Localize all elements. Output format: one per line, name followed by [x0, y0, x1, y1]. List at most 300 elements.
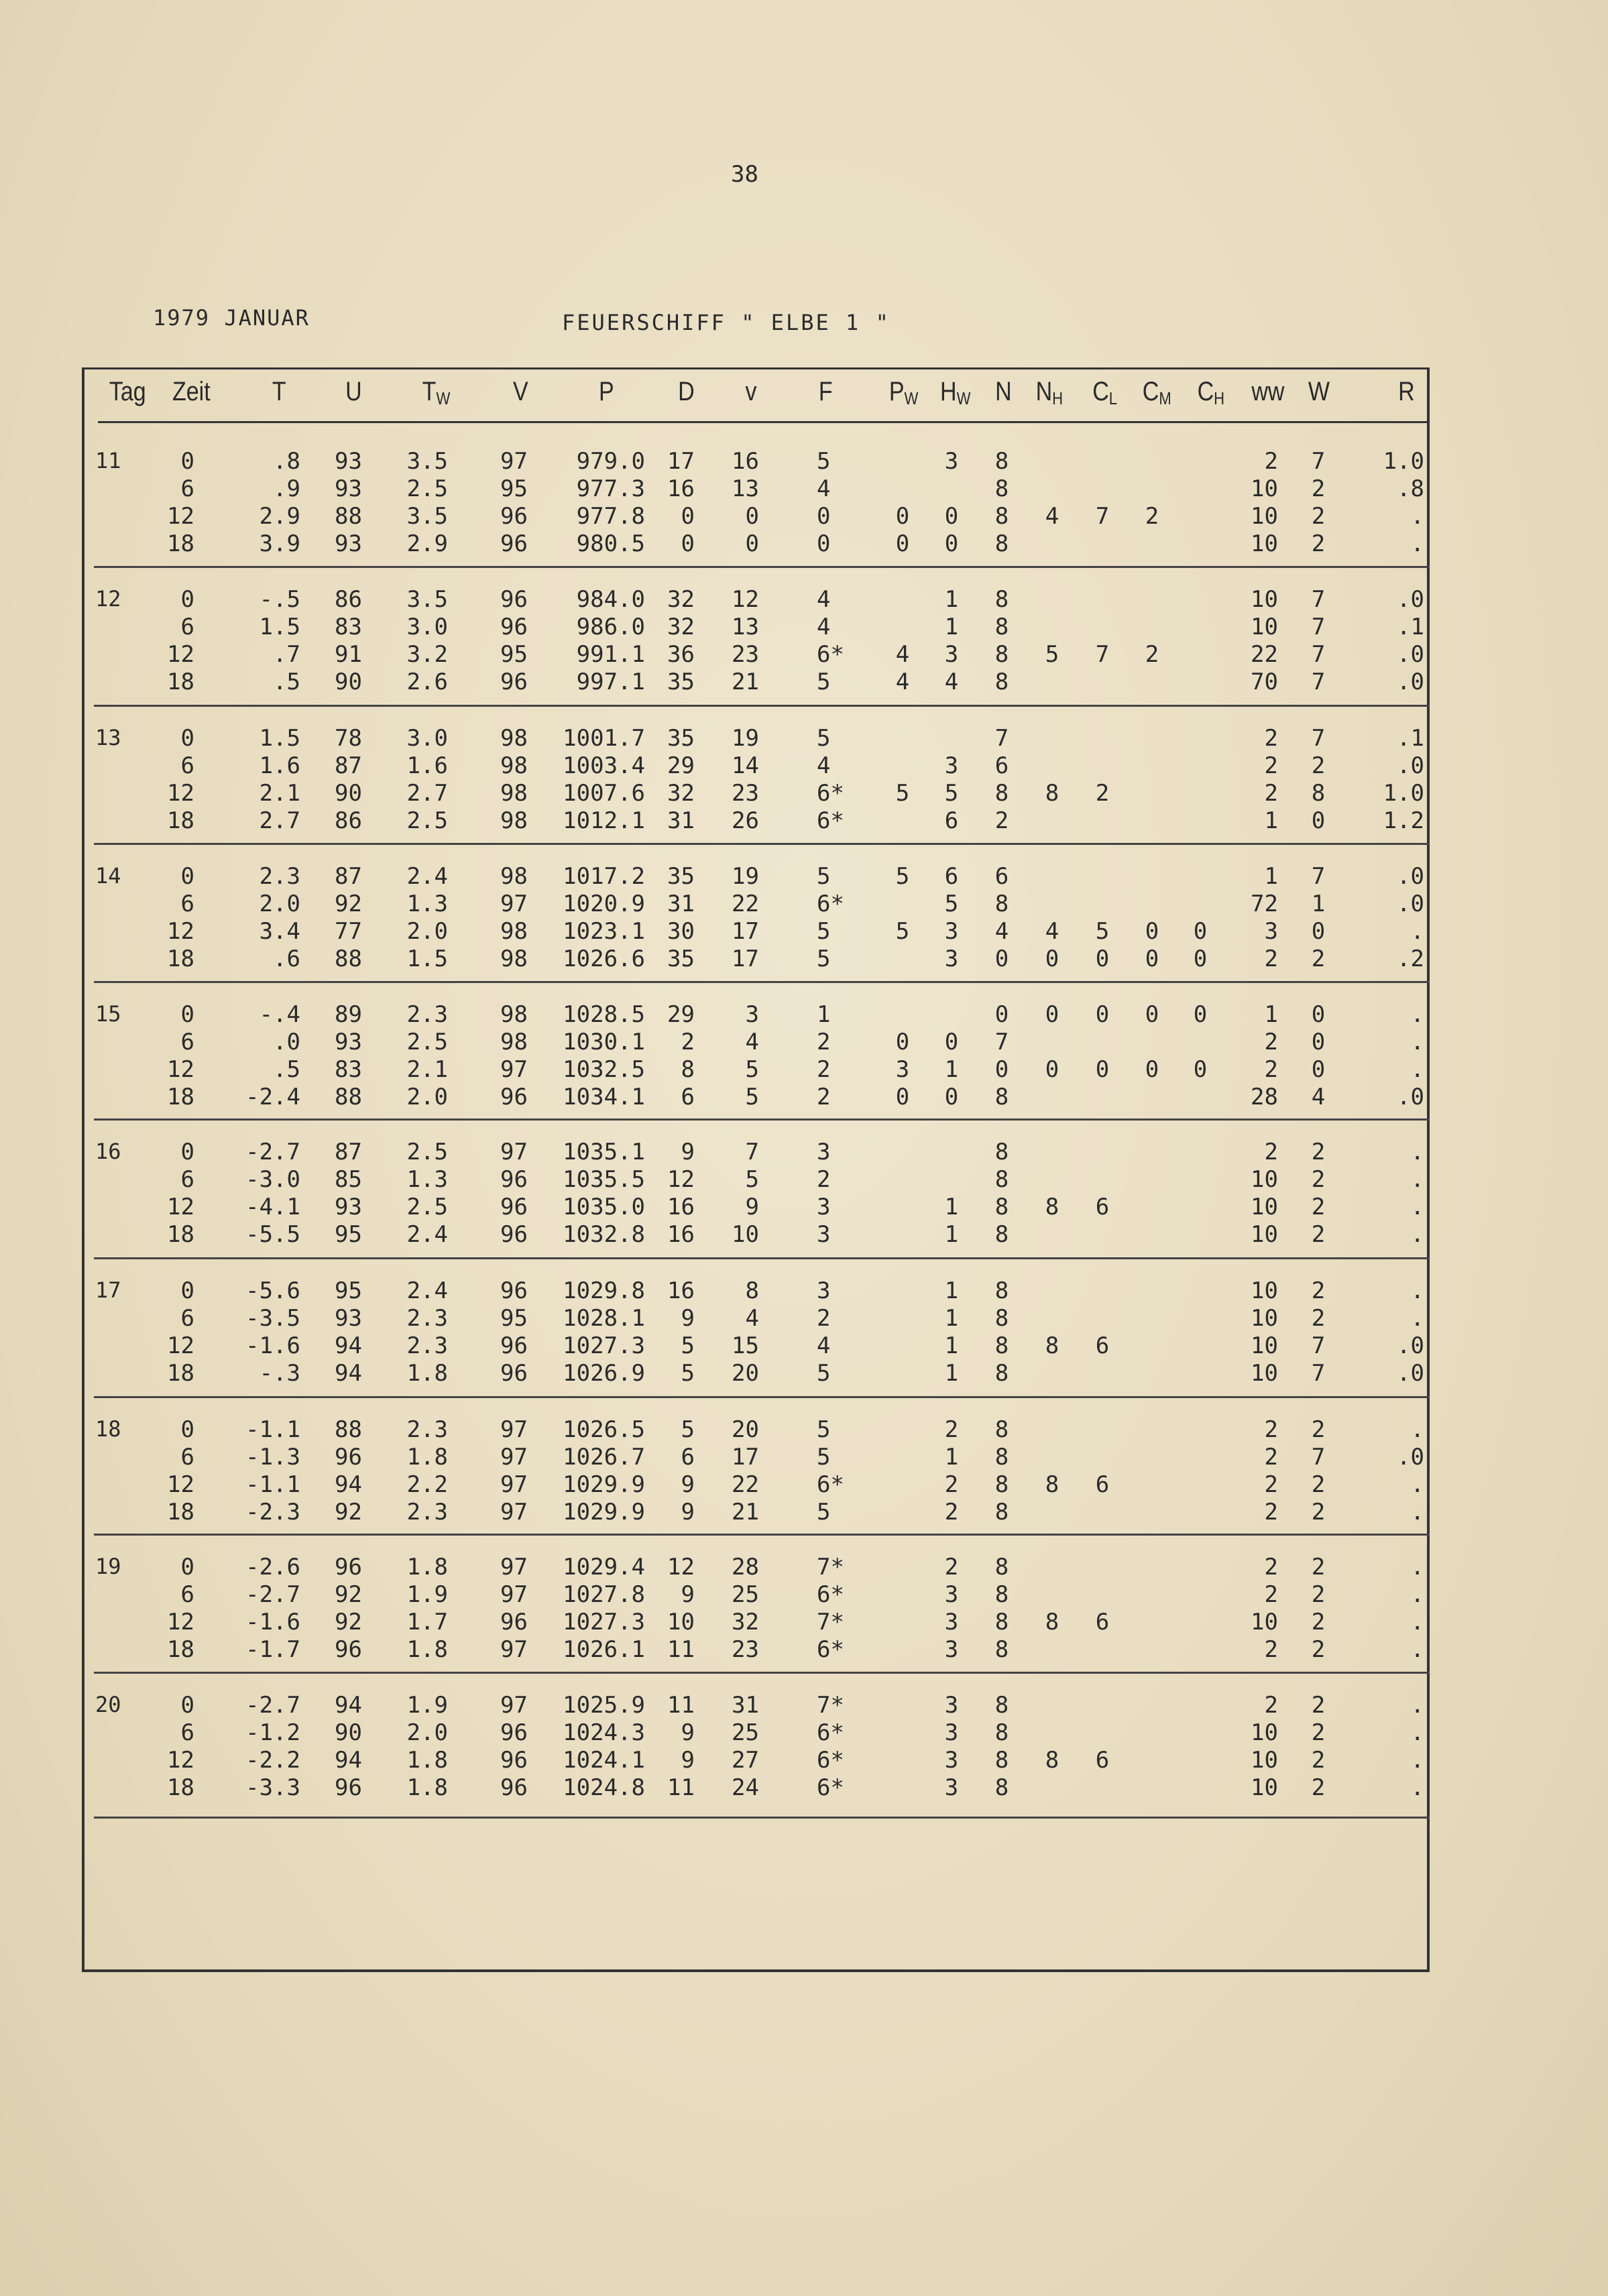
- cell-ww: 2: [1264, 1581, 1278, 1608]
- cell-ww: 3: [1264, 918, 1278, 945]
- cell-n: 8: [994, 1636, 1009, 1663]
- cell-d: 35: [667, 863, 695, 890]
- col-head-tw: $T_W$: [422, 377, 451, 408]
- cell-v: 97: [500, 1139, 528, 1165]
- cell-w: 4: [1311, 1084, 1326, 1110]
- cell-p: 984.0: [576, 586, 645, 613]
- cell-vv: 14: [732, 752, 759, 779]
- cell-zeit: 6: [180, 1166, 194, 1193]
- cell-vv: 5: [745, 1084, 759, 1110]
- cell-cm: 0: [1145, 945, 1159, 972]
- cell-tw: 1.8: [406, 1774, 448, 1801]
- cell-zeit: 6: [180, 1719, 194, 1746]
- cell-tw: 3.0: [406, 725, 448, 752]
- cell-u: 87: [335, 1139, 362, 1165]
- cell-u: 93: [335, 1029, 362, 1055]
- cell-t: -1.2: [245, 1719, 300, 1746]
- cell-zeit: 12: [167, 1609, 194, 1635]
- cell-vv: 31: [732, 1692, 759, 1719]
- cell-v: 96: [500, 1166, 528, 1193]
- cell-d: 9: [681, 1719, 695, 1746]
- cell-p: 1034.1: [563, 1084, 645, 1110]
- cell-d: 31: [667, 891, 695, 917]
- cell-p: 1026.1: [563, 1636, 645, 1663]
- cell-t: -2.7: [245, 1581, 300, 1608]
- col-head-zeit: Zeit: [172, 377, 211, 406]
- cell-t: -2.2: [245, 1747, 300, 1774]
- col-head-n: N: [995, 377, 1012, 406]
- cell-r: .0: [1397, 863, 1424, 890]
- cell-r: .0: [1397, 891, 1424, 917]
- cell-d: 5: [681, 1416, 695, 1443]
- cell-n: 8: [994, 1416, 1009, 1443]
- cell-p: 1026.5: [563, 1416, 645, 1443]
- cell-v: 97: [500, 1636, 528, 1663]
- cell-nh: 8: [1045, 1609, 1059, 1635]
- cell-tw: 2.1: [406, 1056, 448, 1083]
- cell-u: 94: [335, 1747, 362, 1774]
- cell-w: 2: [1311, 1719, 1326, 1746]
- cell-ww: 10: [1251, 503, 1278, 530]
- cell-cl: 0: [1095, 1056, 1110, 1083]
- cell-hw: 1: [944, 1332, 959, 1359]
- cell-r: .: [1410, 1277, 1424, 1304]
- col-head-d: D: [678, 377, 695, 406]
- cell-p: 1023.1: [563, 918, 645, 945]
- cell-n: 8: [994, 1277, 1009, 1304]
- cell-d: 6: [681, 1084, 695, 1110]
- cell-vv: 24: [732, 1774, 759, 1801]
- cell-nh: 8: [1045, 1747, 1059, 1774]
- cell-v: 97: [500, 1499, 528, 1526]
- cell-vv: 32: [732, 1609, 759, 1635]
- cell-tw: 2.5: [406, 475, 448, 502]
- cell-zeit: 18: [167, 669, 194, 695]
- cell-hw: 1: [944, 1305, 959, 1332]
- cell-v: 97: [500, 448, 528, 475]
- cell-r: .1: [1397, 614, 1424, 640]
- cell-r: .: [1410, 918, 1424, 945]
- cell-ww: 10: [1251, 1221, 1278, 1248]
- day-label: 20: [95, 1692, 121, 1717]
- cell-vv: 20: [732, 1416, 759, 1443]
- cell-f: 2: [817, 1084, 831, 1110]
- cell-vv: 22: [732, 891, 759, 917]
- cell-p: 1020.9: [563, 891, 645, 917]
- cell-vv: 17: [732, 945, 759, 972]
- cell-r: .0: [1397, 1444, 1424, 1471]
- cell-d: 32: [667, 586, 695, 613]
- cell-p: 1026.9: [563, 1360, 645, 1387]
- cell-tw: 1.7: [406, 1609, 448, 1635]
- cell-u: 85: [335, 1166, 362, 1193]
- cell-n: 8: [994, 1471, 1009, 1498]
- cell-n: 8: [994, 1581, 1009, 1608]
- cell-tw: 2.3: [406, 1499, 448, 1526]
- cell-f: 4: [817, 1332, 831, 1359]
- cell-t: .8: [273, 448, 300, 475]
- cell-r: .: [1410, 1194, 1424, 1220]
- cell-ww: 10: [1251, 1194, 1278, 1220]
- cell-pw: 5: [895, 863, 910, 890]
- col-head-r: R: [1398, 377, 1415, 406]
- cell-tw: 1.6: [406, 752, 448, 779]
- cell-tw: 2.6: [406, 669, 448, 695]
- cell-hw: 3: [944, 752, 959, 779]
- cell-ww: 28: [1251, 1084, 1278, 1110]
- cell-w: 2: [1311, 752, 1326, 779]
- cell-ww: 2: [1264, 448, 1278, 475]
- cell-ch: 0: [1193, 1056, 1208, 1083]
- cell-ww: 1: [1264, 807, 1278, 834]
- cell-n: 8: [994, 614, 1009, 640]
- cell-u: 87: [335, 863, 362, 890]
- col-head-tag: Tag: [109, 377, 146, 406]
- cell-vv: 3: [745, 1001, 759, 1028]
- day-label: 19: [95, 1554, 121, 1579]
- cell-p: 1035.5: [563, 1166, 645, 1193]
- cell-n: 7: [994, 1029, 1009, 1055]
- cell-d: 32: [667, 780, 695, 807]
- cell-t: 3.4: [259, 918, 300, 945]
- cell-p: 1026.6: [563, 945, 645, 972]
- cell-tw: 2.4: [406, 863, 448, 890]
- cell-d: 9: [681, 1499, 695, 1526]
- cell-p: 980.5: [576, 530, 645, 557]
- cell-hw: 2: [944, 1471, 959, 1498]
- cell-n: 8: [994, 1332, 1009, 1359]
- cell-n: 8: [994, 1774, 1009, 1801]
- cell-n: 8: [994, 669, 1009, 695]
- cell-cl: 7: [1095, 641, 1110, 668]
- cell-p: 1029.4: [563, 1554, 645, 1581]
- cell-n: 8: [994, 586, 1009, 613]
- cell-w: 1: [1311, 891, 1326, 917]
- cell-v: 97: [500, 1416, 528, 1443]
- cell-w: 7: [1311, 641, 1326, 668]
- cell-cl: 6: [1095, 1471, 1110, 1498]
- cell-t: -1.7: [245, 1636, 300, 1663]
- cell-n: 8: [994, 1444, 1009, 1471]
- cell-w: 0: [1311, 1056, 1326, 1083]
- cell-hw: 1: [944, 1360, 959, 1387]
- cell-n: 8: [994, 448, 1009, 475]
- cell-p: 1024.3: [563, 1719, 645, 1746]
- cell-f: 6*: [817, 780, 844, 807]
- col-head-v: V: [513, 377, 528, 406]
- cell-zeit: 12: [167, 780, 194, 807]
- header-ship-name: FEUERSCHIFF " ELBE 1 ": [562, 310, 891, 335]
- cell-pw: 5: [895, 918, 910, 945]
- cell-w: 2: [1311, 1277, 1326, 1304]
- cell-hw: 1: [944, 614, 959, 640]
- cell-tw: 1.9: [406, 1692, 448, 1719]
- cell-u: 96: [335, 1444, 362, 1471]
- cell-r: .: [1410, 530, 1424, 557]
- cell-w: 7: [1311, 725, 1326, 752]
- cell-f: 6*: [817, 1747, 844, 1774]
- day-label: 17: [95, 1277, 121, 1303]
- cell-f: 5: [817, 1444, 831, 1471]
- cell-cl: 6: [1095, 1194, 1110, 1220]
- cell-v: 97: [500, 1554, 528, 1581]
- cell-n: 8: [994, 641, 1009, 668]
- cell-w: 2: [1311, 503, 1326, 530]
- cell-u: 94: [335, 1332, 362, 1359]
- cell-t: 3.9: [259, 530, 300, 557]
- col-head-vv: v: [745, 377, 757, 406]
- cell-n: 8: [994, 1084, 1009, 1110]
- col-head-nh: $N_H$: [1035, 377, 1064, 408]
- cell-v: 96: [500, 1609, 528, 1635]
- cell-tw: 2.0: [406, 1084, 448, 1110]
- cell-d: 31: [667, 807, 695, 834]
- cell-u: 78: [335, 725, 362, 752]
- cell-nh: 8: [1045, 780, 1059, 807]
- day-divider: [94, 566, 1430, 568]
- cell-vv: 13: [732, 614, 759, 640]
- cell-d: 0: [681, 503, 695, 530]
- cell-u: 88: [335, 1084, 362, 1110]
- cell-hw: 1: [944, 1221, 959, 1248]
- cell-tw: 2.3: [406, 1332, 448, 1359]
- cell-hw: 3: [944, 1774, 959, 1801]
- cell-f: 2: [817, 1029, 831, 1055]
- cell-t: -2.7: [245, 1139, 300, 1165]
- cell-hw: 0: [944, 1084, 959, 1110]
- cell-ww: 10: [1251, 1332, 1278, 1359]
- day-divider: [94, 1672, 1430, 1674]
- cell-zeit: 18: [167, 1636, 194, 1663]
- cell-n: 4: [994, 918, 1009, 945]
- cell-ww: 10: [1251, 475, 1278, 502]
- cell-tw: 2.0: [406, 918, 448, 945]
- cell-ww: 10: [1251, 1747, 1278, 1774]
- cell-v: 98: [500, 780, 528, 807]
- cell-ww: 2: [1264, 752, 1278, 779]
- cell-u: 90: [335, 1719, 362, 1746]
- cell-d: 16: [667, 1277, 695, 1304]
- cell-hw: 5: [944, 780, 959, 807]
- page-number: 38: [731, 161, 758, 188]
- cell-v: 96: [500, 614, 528, 640]
- cell-vv: 10: [732, 1221, 759, 1248]
- cell-w: 7: [1311, 863, 1326, 890]
- cell-vv: 17: [732, 918, 759, 945]
- cell-r: .: [1410, 1029, 1424, 1055]
- cell-r: .: [1410, 1774, 1424, 1801]
- cell-r: 1.0: [1383, 448, 1424, 475]
- cell-tw: 3.5: [406, 503, 448, 530]
- cell-v: 96: [500, 1719, 528, 1746]
- cell-n: 8: [994, 503, 1009, 530]
- cell-r: .: [1410, 1305, 1424, 1332]
- cell-hw: 4: [944, 669, 959, 695]
- cell-d: 16: [667, 1194, 695, 1220]
- cell-zeit: 18: [167, 1774, 194, 1801]
- cell-w: 2: [1311, 1471, 1326, 1498]
- cell-r: .0: [1397, 669, 1424, 695]
- cell-t: -2.4: [245, 1084, 300, 1110]
- day-divider: [94, 1534, 1430, 1536]
- cell-hw: 3: [944, 1719, 959, 1746]
- cell-hw: 1: [944, 586, 959, 613]
- cell-pw: 0: [895, 503, 910, 530]
- cell-hw: 0: [944, 503, 959, 530]
- cell-tw: 2.0: [406, 1719, 448, 1746]
- cell-vv: 4: [745, 1029, 759, 1055]
- cell-n: 8: [994, 530, 1009, 557]
- cell-t: -.4: [259, 1001, 300, 1028]
- cell-w: 2: [1311, 475, 1326, 502]
- cell-ww: 1: [1264, 1001, 1278, 1028]
- cell-pw: 4: [895, 669, 910, 695]
- cell-cl: 5: [1095, 918, 1110, 945]
- cell-ww: 10: [1251, 1609, 1278, 1635]
- cell-w: 2: [1311, 530, 1326, 557]
- cell-u: 92: [335, 1581, 362, 1608]
- cell-v: 96: [500, 1221, 528, 1248]
- day-divider: [94, 843, 1430, 845]
- cell-d: 8: [681, 1056, 695, 1083]
- day-divider: [94, 705, 1430, 707]
- cell-t: -1.1: [245, 1416, 300, 1443]
- cell-f: 2: [817, 1305, 831, 1332]
- cell-f: 6*: [817, 1719, 844, 1746]
- cell-zeit: 6: [180, 1305, 194, 1332]
- cell-r: .0: [1397, 1084, 1424, 1110]
- col-head-f: F: [818, 377, 833, 406]
- cell-d: 9: [681, 1471, 695, 1498]
- cell-hw: 3: [944, 1692, 959, 1719]
- cell-t: -1.3: [245, 1444, 300, 1471]
- cell-t: .0: [273, 1029, 300, 1055]
- cell-v: 97: [500, 1581, 528, 1608]
- cell-vv: 21: [732, 669, 759, 695]
- cell-zeit: 18: [167, 530, 194, 557]
- cell-cm: 0: [1145, 918, 1159, 945]
- cell-u: 87: [335, 752, 362, 779]
- cell-v: 95: [500, 641, 528, 668]
- cell-p: 1035.0: [563, 1194, 645, 1220]
- cell-n: 0: [994, 945, 1009, 972]
- day-divider: [94, 981, 1430, 983]
- cell-t: -2.6: [245, 1554, 300, 1581]
- cell-f: 5: [817, 448, 831, 475]
- cell-f: 6*: [817, 1774, 844, 1801]
- cell-tw: 2.5: [406, 1194, 448, 1220]
- cell-vv: 4: [745, 1305, 759, 1332]
- cell-f: 5: [817, 725, 831, 752]
- cell-n: 8: [994, 1609, 1009, 1635]
- cell-t: .5: [273, 669, 300, 695]
- cell-v: 98: [500, 918, 528, 945]
- cell-zeit: 6: [180, 1581, 194, 1608]
- cell-r: .: [1410, 1692, 1424, 1719]
- cell-pw: 3: [895, 1056, 910, 1083]
- cell-r: .: [1410, 1747, 1424, 1774]
- cell-r: .1: [1397, 725, 1424, 752]
- cell-cm: 0: [1145, 1056, 1159, 1083]
- cell-vv: 5: [745, 1056, 759, 1083]
- cell-p: 1027.3: [563, 1609, 645, 1635]
- cell-vv: 0: [745, 503, 759, 530]
- cell-tw: 2.3: [406, 1001, 448, 1028]
- cell-f: 3: [817, 1194, 831, 1220]
- cell-d: 11: [667, 1774, 695, 1801]
- cell-vv: 9: [745, 1194, 759, 1220]
- cell-zeit: 0: [180, 1554, 194, 1581]
- cell-cl: 6: [1095, 1609, 1110, 1635]
- cell-ww: 10: [1251, 1166, 1278, 1193]
- cell-p: 1028.1: [563, 1305, 645, 1332]
- cell-zeit: 6: [180, 614, 194, 640]
- cell-vv: 21: [732, 1499, 759, 1526]
- cell-t: -5.6: [245, 1277, 300, 1304]
- cell-t: 2.1: [259, 780, 300, 807]
- cell-d: 12: [667, 1166, 695, 1193]
- cell-p: 977.8: [576, 503, 645, 530]
- cell-ww: 10: [1251, 1360, 1278, 1387]
- cell-v: 96: [500, 586, 528, 613]
- cell-nh: 4: [1045, 503, 1059, 530]
- cell-t: -1.1: [245, 1471, 300, 1498]
- cell-hw: 0: [944, 530, 959, 557]
- cell-p: 986.0: [576, 614, 645, 640]
- col-head-pw: $P_W$: [888, 377, 919, 408]
- cell-vv: 20: [732, 1360, 759, 1387]
- cell-pw: 0: [895, 530, 910, 557]
- cell-tw: 2.5: [406, 1029, 448, 1055]
- cell-t: -4.1: [245, 1194, 300, 1220]
- cell-v: 96: [500, 1360, 528, 1387]
- cell-ww: 10: [1251, 586, 1278, 613]
- cell-v: 98: [500, 945, 528, 972]
- cell-f: 6*: [817, 1636, 844, 1663]
- cell-tw: 2.4: [406, 1277, 448, 1304]
- cell-tw: 3.2: [406, 641, 448, 668]
- cell-t: -.5: [259, 586, 300, 613]
- cell-p: 1026.7: [563, 1444, 645, 1471]
- cell-w: 2: [1311, 1416, 1326, 1443]
- cell-p: 1027.8: [563, 1581, 645, 1608]
- cell-hw: 3: [944, 1636, 959, 1663]
- cell-ww: 2: [1264, 1139, 1278, 1165]
- cell-d: 9: [681, 1581, 695, 1608]
- cell-w: 2: [1311, 1747, 1326, 1774]
- cell-d: 16: [667, 1221, 695, 1248]
- cell-tw: 1.8: [406, 1554, 448, 1581]
- cell-w: 2: [1311, 1554, 1326, 1581]
- cell-u: 92: [335, 891, 362, 917]
- cell-w: 8: [1311, 780, 1326, 807]
- cell-w: 0: [1311, 1029, 1326, 1055]
- cell-u: 83: [335, 1056, 362, 1083]
- cell-v: 97: [500, 1692, 528, 1719]
- cell-p: 1003.4: [563, 752, 645, 779]
- cell-tw: 2.4: [406, 1221, 448, 1248]
- cell-n: 8: [994, 1139, 1009, 1165]
- cell-d: 9: [681, 1747, 695, 1774]
- cell-d: 11: [667, 1692, 695, 1719]
- cell-ch: 0: [1193, 918, 1208, 945]
- cell-pw: 5: [895, 780, 910, 807]
- cell-v: 97: [500, 1056, 528, 1083]
- cell-vv: 15: [732, 1332, 759, 1359]
- cell-t: -.3: [259, 1360, 300, 1387]
- cell-u: 86: [335, 586, 362, 613]
- cell-w: 2: [1311, 1221, 1326, 1248]
